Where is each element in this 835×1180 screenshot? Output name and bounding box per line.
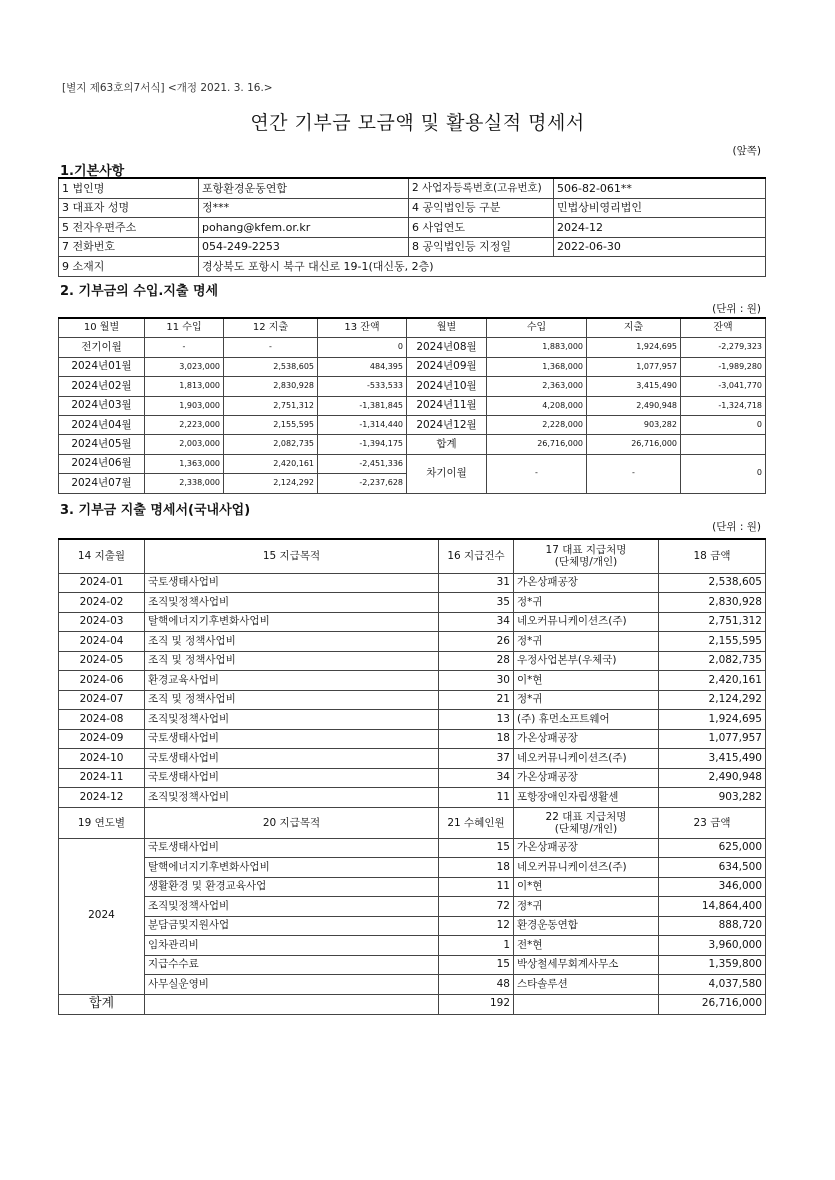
cell: 2024년04월 [59, 415, 145, 434]
cell: -1,381,845 [318, 396, 407, 415]
amount-cell: 3,415,490 [659, 749, 766, 769]
cell: 1,883,000 [487, 338, 587, 357]
col-header: 15 지급목적 [145, 539, 439, 573]
year-cell: 2024 [59, 838, 145, 994]
table-header-row [59, 807, 766, 838]
table-row [59, 975, 766, 995]
label-phone: 7 전화번호 [59, 237, 199, 257]
value-address: 경상북도 포항시 북구 대신로 19-1(대신동, 2층) [199, 257, 766, 277]
table-row [59, 415, 766, 434]
cell: 2024년07월 [59, 474, 145, 493]
count-cell: 72 [439, 897, 514, 917]
value-designation-date: 2022-06-30 [554, 237, 766, 257]
col-header: 10 월별 [59, 318, 145, 338]
cell: 0 [681, 454, 766, 493]
cell [514, 994, 659, 1014]
table-row [59, 877, 766, 897]
cell: 26,716,000 [487, 435, 587, 454]
table-row [59, 651, 766, 671]
count-cell: 34 [439, 612, 514, 632]
count-cell: 13 [439, 710, 514, 730]
count-cell: 18 [439, 858, 514, 878]
table-row [59, 357, 766, 376]
section3-heading: 3. 기부금 지출 명세서(국내사업) [60, 503, 251, 518]
month-cell: 2024-12 [59, 788, 145, 808]
table-row [59, 710, 766, 730]
table-row [59, 218, 766, 238]
section3-unit: (단위 : 원) [712, 521, 761, 533]
total-count: 192 [439, 994, 514, 1014]
table-row [59, 858, 766, 878]
payee-cell: 네오커뮤니케이션즈(주) [514, 749, 659, 769]
cell: 2,228,000 [487, 415, 587, 434]
cell: 484,395 [318, 357, 407, 376]
table-row [59, 632, 766, 652]
label-corp-type: 4 공익법인등 구분 [409, 198, 554, 218]
table-row [59, 768, 766, 788]
cell: 2024년01월 [59, 357, 145, 376]
amount-cell: 2,082,735 [659, 651, 766, 671]
cell: 2,420,161 [224, 454, 318, 473]
month-cell: 2024-02 [59, 593, 145, 613]
table-row [59, 593, 766, 613]
cell: -1,324,718 [681, 396, 766, 415]
purpose-cell: 조직 및 정책사업비 [145, 632, 439, 652]
table-row [59, 377, 766, 396]
cell: 2024년02월 [59, 377, 145, 396]
payee-cell: 가온상패공장 [514, 838, 659, 858]
table-row [59, 178, 766, 198]
col-header: 지출 [587, 318, 681, 338]
cell: 26,716,000 [587, 435, 681, 454]
cell: 2,003,000 [145, 435, 224, 454]
cell: 1,924,695 [587, 338, 681, 357]
cell: 2024년05월 [59, 435, 145, 454]
amount-cell: 903,282 [659, 788, 766, 808]
table-row [59, 838, 766, 858]
cell: 2024년11월 [407, 396, 487, 415]
cell: -3,041,770 [681, 377, 766, 396]
cell: - [587, 454, 681, 493]
value-rep-name: 정*** [199, 198, 409, 218]
amount-cell: 2,124,292 [659, 690, 766, 710]
payee-cell: 박상철세무회계사무소 [514, 955, 659, 975]
payee-cell: 포항장애인자립생활센 [514, 788, 659, 808]
front-page-label: (앞쪽) [732, 145, 761, 157]
month-cell: 2024-08 [59, 710, 145, 730]
purpose-cell: 국토생태사업비 [145, 573, 439, 593]
cell [681, 435, 766, 454]
purpose-cell: 조직및정책사업비 [145, 897, 439, 917]
col-header: 19 연도별 [59, 807, 145, 838]
purpose-cell: 사무실운영비 [145, 975, 439, 995]
month-cell: 2024-03 [59, 612, 145, 632]
table-row [59, 788, 766, 808]
table-row [59, 936, 766, 956]
purpose-cell: 국토생태사업비 [145, 768, 439, 788]
col-header: 12 지출 [224, 318, 318, 338]
cell: -1,314,440 [318, 415, 407, 434]
purpose-cell: 조직및정책사업비 [145, 710, 439, 730]
cell: 2024년06월 [59, 454, 145, 473]
cell: 4,208,000 [487, 396, 587, 415]
cell: 2,082,735 [224, 435, 318, 454]
col-header: 11 수입 [145, 318, 224, 338]
label-address: 9 소재지 [59, 257, 199, 277]
col-header: 23 금액 [659, 807, 766, 838]
label-rep-name: 3 대표자 성명 [59, 198, 199, 218]
cell: -1,989,280 [681, 357, 766, 376]
table-row [59, 338, 766, 357]
col-header: 수입 [487, 318, 587, 338]
cell: 2024년09월 [407, 357, 487, 376]
amount-cell: 888,720 [659, 916, 766, 936]
value-corp-name: 포항환경운동연합 [199, 178, 409, 198]
cell: 3,415,490 [587, 377, 681, 396]
purpose-cell: 지급수수료 [145, 955, 439, 975]
expense-detail-table [58, 538, 766, 1015]
cell: -533,533 [318, 377, 407, 396]
table-row [59, 257, 766, 277]
cell: 0 [681, 415, 766, 434]
table-row [59, 916, 766, 936]
cell: 2,155,595 [224, 415, 318, 434]
count-cell: 12 [439, 916, 514, 936]
col-header: 21 수혜인원 [439, 807, 514, 838]
table-row [59, 671, 766, 691]
cell: 1,813,000 [145, 377, 224, 396]
amount-cell: 2,538,605 [659, 573, 766, 593]
cell: 전기이월 [59, 338, 145, 357]
cell: - [145, 338, 224, 357]
month-cell: 2024-05 [59, 651, 145, 671]
cell: 1,363,000 [145, 454, 224, 473]
purpose-cell: 조직 및 정책사업비 [145, 690, 439, 710]
payee-cell: 네오커뮤니케이션즈(주) [514, 858, 659, 878]
purpose-cell: 국토생태사업비 [145, 838, 439, 858]
amount-cell: 1,077,957 [659, 729, 766, 749]
total-label: 합계 [59, 994, 145, 1014]
cell: 2024년08월 [407, 338, 487, 357]
cell: -2,451,336 [318, 454, 407, 473]
amount-cell: 14,864,400 [659, 897, 766, 917]
amount-cell: 2,751,312 [659, 612, 766, 632]
amount-cell: 634,500 [659, 858, 766, 878]
col-header: 13 잔액 [318, 318, 407, 338]
table-row [59, 435, 766, 454]
cell: 2,124,292 [224, 474, 318, 493]
cell: 차기이월 [407, 454, 487, 493]
cell: 2024년12월 [407, 415, 487, 434]
table-header-row [59, 318, 766, 338]
income-expense-table [58, 317, 766, 494]
month-cell: 2024-04 [59, 632, 145, 652]
purpose-cell: 탈핵에너지기후변화사업비 [145, 612, 439, 632]
purpose-cell: 조직및정책사업비 [145, 593, 439, 613]
basic-info-table [58, 177, 766, 277]
cell: 2,338,000 [145, 474, 224, 493]
label-corp-name: 1 법인명 [59, 178, 199, 198]
count-cell: 1 [439, 936, 514, 956]
cell [145, 994, 439, 1014]
amount-cell: 346,000 [659, 877, 766, 897]
amount-cell: 2,830,928 [659, 593, 766, 613]
count-cell: 15 [439, 838, 514, 858]
payee-cell: 정*귀 [514, 897, 659, 917]
amount-cell: 4,037,580 [659, 975, 766, 995]
cell: 2024년03월 [59, 396, 145, 415]
payee-cell: 스타솔루션 [514, 975, 659, 995]
section2-heading: 2. 기부금의 수입.지출 명세 [60, 284, 219, 299]
payee-cell: (주) 휴먼소프트웨어 [514, 710, 659, 730]
purpose-cell: 환경교육사업비 [145, 671, 439, 691]
cell: -1,394,175 [318, 435, 407, 454]
cell: 합계 [407, 435, 487, 454]
month-cell: 2024-01 [59, 573, 145, 593]
cell: 0 [318, 338, 407, 357]
table-row [59, 690, 766, 710]
table-row [59, 454, 766, 473]
month-cell: 2024-09 [59, 729, 145, 749]
label-fiscal-year: 6 사업연도 [409, 218, 554, 238]
amount-cell: 2,490,948 [659, 768, 766, 788]
table-row [59, 396, 766, 415]
label-email: 5 전자우편주소 [59, 218, 199, 238]
month-cell: 2024-07 [59, 690, 145, 710]
purpose-cell: 생활환경 및 환경교육사업 [145, 877, 439, 897]
month-cell: 2024-11 [59, 768, 145, 788]
label-biz-number: 2 사업자등록번호(고유번호) [409, 178, 554, 198]
cell: 1,077,957 [587, 357, 681, 376]
total-row [59, 994, 766, 1014]
payee-cell: 전*현 [514, 936, 659, 956]
total-amount: 26,716,000 [659, 994, 766, 1014]
cell: - [487, 454, 587, 493]
amount-cell: 1,359,800 [659, 955, 766, 975]
count-cell: 48 [439, 975, 514, 995]
amount-cell: 625,000 [659, 838, 766, 858]
count-cell: 15 [439, 955, 514, 975]
amount-cell: 2,155,595 [659, 632, 766, 652]
month-cell: 2024-10 [59, 749, 145, 769]
purpose-cell: 국토생태사업비 [145, 749, 439, 769]
cell: 1,903,000 [145, 396, 224, 415]
payee-cell: 이*현 [514, 671, 659, 691]
count-cell: 37 [439, 749, 514, 769]
count-cell: 21 [439, 690, 514, 710]
col-header: 22 대표 지급처명 (단체명/개인) [514, 807, 659, 838]
payee-cell: 이*현 [514, 877, 659, 897]
count-cell: 26 [439, 632, 514, 652]
count-cell: 18 [439, 729, 514, 749]
amount-cell: 3,960,000 [659, 936, 766, 956]
count-cell: 35 [439, 593, 514, 613]
payee-cell: 네오커뮤니케이션즈(주) [514, 612, 659, 632]
cell: 2,830,928 [224, 377, 318, 396]
purpose-cell: 탈핵에너지기후변화사업비 [145, 858, 439, 878]
count-cell: 28 [439, 651, 514, 671]
col-header: 잔액 [681, 318, 766, 338]
cell: 2,223,000 [145, 415, 224, 434]
count-cell: 11 [439, 788, 514, 808]
cell: -2,279,323 [681, 338, 766, 357]
col-header: 18 금액 [659, 539, 766, 573]
table-row [59, 612, 766, 632]
payee-cell: 환경운동연합 [514, 916, 659, 936]
purpose-cell: 임차관리비 [145, 936, 439, 956]
count-cell: 31 [439, 573, 514, 593]
document-title: 연간 기부금 모금액 및 활용실적 명세서 [250, 112, 585, 134]
table-row [59, 955, 766, 975]
cell: 3,023,000 [145, 357, 224, 376]
table-header-row [59, 539, 766, 573]
form-number: [별지 제63호의7서식] <개정 2021. 3. 16.> [62, 82, 273, 94]
table-row [59, 237, 766, 257]
cell: - [224, 338, 318, 357]
count-cell: 34 [439, 768, 514, 788]
cell: -2,237,628 [318, 474, 407, 493]
cell: 1,368,000 [487, 357, 587, 376]
label-designation-date: 8 공익법인등 지정일 [409, 237, 554, 257]
cell: 2024년10월 [407, 377, 487, 396]
count-cell: 11 [439, 877, 514, 897]
table-row [59, 573, 766, 593]
payee-cell: 정*귀 [514, 632, 659, 652]
payee-cell: 가온상패공장 [514, 729, 659, 749]
amount-cell: 2,420,161 [659, 671, 766, 691]
section2-unit: (단위 : 원) [712, 303, 761, 315]
table-row [59, 749, 766, 769]
table-row [59, 198, 766, 218]
amount-cell: 1,924,695 [659, 710, 766, 730]
section1-heading: 1.기본사항 [60, 164, 125, 179]
payee-cell: 정*귀 [514, 690, 659, 710]
month-cell: 2024-06 [59, 671, 145, 691]
value-phone: 054-249-2253 [199, 237, 409, 257]
table-row [59, 729, 766, 749]
payee-cell: 가온상패공장 [514, 768, 659, 788]
value-corp-type: 민법상비영리법인 [554, 198, 766, 218]
value-biz-number: 506-82-061** [554, 178, 766, 198]
purpose-cell: 국토생태사업비 [145, 729, 439, 749]
payee-cell: 우정사업본부(우체국) [514, 651, 659, 671]
purpose-cell: 조직및정책사업비 [145, 788, 439, 808]
cell: 2,363,000 [487, 377, 587, 396]
purpose-cell: 분담금및지원사업 [145, 916, 439, 936]
col-header: 월별 [407, 318, 487, 338]
payee-cell: 정*귀 [514, 593, 659, 613]
value-email: pohang@kfem.or.kr [199, 218, 409, 238]
count-cell: 30 [439, 671, 514, 691]
value-fiscal-year: 2024-12 [554, 218, 766, 238]
payee-cell: 가온상패공장 [514, 573, 659, 593]
cell: 2,751,312 [224, 396, 318, 415]
col-header: 16 지급건수 [439, 539, 514, 573]
col-header: 20 지급목적 [145, 807, 439, 838]
col-header: 17 대표 지급처명 (단체명/개인) [514, 539, 659, 573]
col-header: 14 지출월 [59, 539, 145, 573]
cell: 2,490,948 [587, 396, 681, 415]
cell: 903,282 [587, 415, 681, 434]
cell: 2,538,605 [224, 357, 318, 376]
purpose-cell: 조직 및 정책사업비 [145, 651, 439, 671]
table-row [59, 897, 766, 917]
